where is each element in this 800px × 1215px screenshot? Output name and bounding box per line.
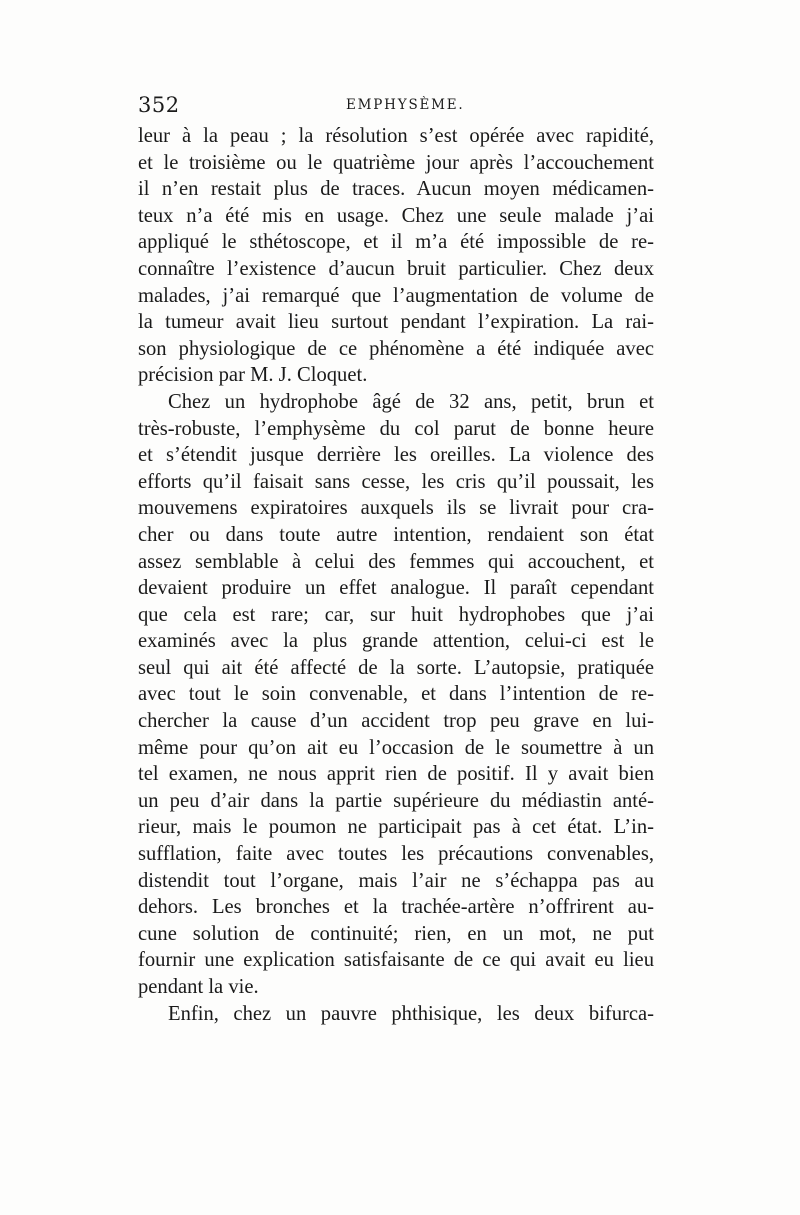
text-line: examinés avec la plus grande attention, celui-ci est le — [138, 630, 654, 653]
text-line: fournir une explication satisfaisante de ce qui avait eu lieu — [138, 949, 654, 972]
text-line: sufflation, faite avec toutes les précautions convenables, — [138, 843, 654, 866]
text-line: appliqué le sthétoscope, et il m’a été impossible de re- — [138, 231, 654, 254]
text-line: et s’étendit jusque derrière les oreilles. La violence des — [138, 444, 654, 467]
text-line: son physiologique de ce phénomène a été indiquée avec — [138, 337, 654, 360]
text-line: que cela est rare; car, sur huit hydrophobes que j’ai — [138, 603, 654, 626]
text-line: cher ou dans toute autre intention, rendaient son état — [138, 523, 654, 546]
text-line: précision par M. J. Cloquet. — [138, 364, 368, 387]
text-line: dehors. Les bronches et la trachée-artère n’offrirent au- — [138, 896, 654, 919]
text-line: un peu d’air dans la partie supérieure du médiastin anté- — [138, 789, 654, 812]
text-line: teux n’a été mis en usage. Chez une seule malade j’ai — [138, 204, 654, 227]
page-number: 352 — [138, 93, 180, 117]
text-line: chercher la cause d’un accident trop peu grave en lui- — [138, 710, 654, 733]
text-line: et le troisième ou le quatrième jour après l’accouchement — [138, 151, 654, 174]
body-text — [138, 123, 654, 1027]
text-line: assez semblable à celui des femmes qui accouchent, et — [138, 550, 654, 573]
text-line: cune solution de continuité; rien, en un mot, ne put — [138, 922, 654, 945]
text-line: il n’en restait plus de traces. Aucun moyen médicamen- — [138, 178, 654, 201]
running-head: EMPHYSÈME. — [346, 97, 465, 113]
text-line: seul qui ait été affecté de la sorte. L’autopsie, pratiquée — [138, 656, 654, 679]
text-line: avec tout le soin convenable, et dans l’intention de re- — [138, 683, 654, 706]
text-line: pendant la vie. — [138, 976, 259, 998]
text-line: la tumeur avait lieu surtout pendant l’expiration. La rai- — [138, 311, 654, 334]
page-header — [138, 93, 668, 123]
text-line: devaient produire un effet analogue. Il paraît cependant — [138, 577, 654, 600]
text-line: malades, j’ai remarqué que l’augmentation de volume de — [138, 284, 654, 307]
text-line: leur à la peau ; la résolution s’est opérée avec rapidité, — [138, 125, 654, 147]
text-line: même pour qu’on ait eu l’occasion de le soumettre à un — [138, 736, 654, 759]
text-line: distendit tout l’organe, mais l’air ne s’échappa pas au — [138, 869, 654, 892]
text-line: très-robuste, l’emphysème du col parut de bonne heure — [138, 417, 654, 440]
text-line: efforts qu’il faisait sans cesse, les cris qu’il poussait, les — [138, 470, 654, 493]
text-line: rieur, mais le poumon ne participait pas à cet état. L’in- — [138, 816, 654, 839]
text-line: connaître l’existence d’aucun bruit particulier. Chez deux — [138, 257, 654, 280]
text-line: Enfin, chez un pauvre phthisique, les deux bifurca- — [168, 1002, 654, 1025]
text-line: tel examen, ne nous apprit rien de positif. Il y avait bien — [138, 763, 654, 786]
text-line: mouvemens expiratoires auxquels ils se livrait pour cra- — [138, 497, 654, 520]
text-line: Chez un hydrophobe âgé de 32 ans, petit, brun et — [168, 390, 654, 413]
